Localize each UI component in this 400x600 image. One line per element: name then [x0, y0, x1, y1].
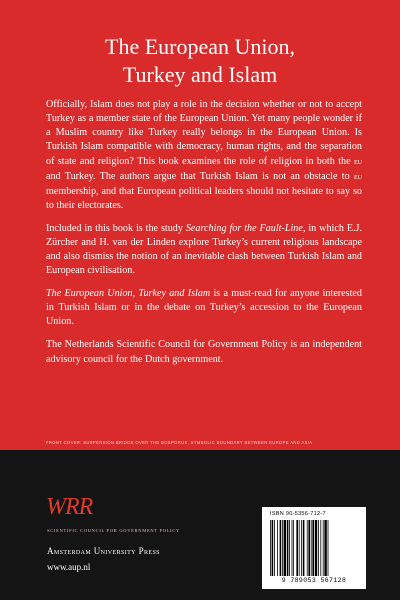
blurb-paragraph-1 [46, 98, 362, 213]
p1-eu-2: eu [354, 171, 362, 182]
barcode-number: 9 789053 567128 [281, 577, 347, 584]
p2-text-b: in which E.J. Zürcher and H. van der Linden explore Turkey’s current religious landscape and also dismiss the notion of an inevitable clash between Turkish Islam and European civilisation. [46, 222, 363, 277]
isbn-label: ISBN 90-5356-712-7 [270, 511, 326, 517]
blurb-paragraph-4: The Netherlands Scientific Council for Government Policy is an independent advisory council for the Dutch government. [46, 339, 362, 365]
p1-text-a: Officially, Islam does not play a role in the decision whether or not to accept Turkey as a member state of the European Union. Yet many people wonder if a Muslim country like Turkey really belongs in the European Union. Is Turkish Islam compatible with democracy, human rights, and the separation of state and religion? This book examines the role of religion in both the [46, 99, 362, 168]
p1-text-c: membership, and that European political leaders should not hesitate to say so to their electorates. [46, 185, 362, 211]
p3-text-b: is a must-read for anyone interested in Turkish Islam or in the debate on Turkey’s accession to the European Union. [46, 288, 362, 328]
title-line-2: Turkey and Islam [122, 62, 278, 87]
p2-study-title: Searching for the Fault-Line, [185, 222, 306, 234]
cover-caption: FRONT COVER: SUSPENSION BRIDGE OVER THE BOSPORUS, SYMBOLIC BOUNDARY BETWEEN EUROPE AND ASIA [46, 440, 313, 445]
blurb [46, 98, 362, 376]
p3-book-title: The European Union, Turkey and Islam [46, 288, 211, 300]
book-title [0, 33, 400, 89]
title-line-1: The European Union, [105, 34, 295, 59]
barcode-icon [270, 520, 358, 576]
publisher-panel [0, 450, 400, 600]
press-name: Amsterdam University Press [47, 546, 160, 556]
press-url: www.aup.nl [47, 562, 91, 572]
council-name: SCIENTIFIC COUNCIL FOR GOVERNMENT POLICY [47, 528, 181, 533]
blurb-paragraph-3 [46, 287, 362, 329]
p2-text-a: Included in this book is the study [46, 222, 186, 234]
barcode-panel [262, 507, 366, 589]
wrr-logo: WRR [46, 494, 93, 520]
p1-eu-1: eu [354, 156, 362, 167]
blurb-paragraph-2 [46, 222, 362, 278]
p1-text-b: and Turkey. The authors argue that Turkish Islam is not an obstacle to [46, 171, 354, 183]
